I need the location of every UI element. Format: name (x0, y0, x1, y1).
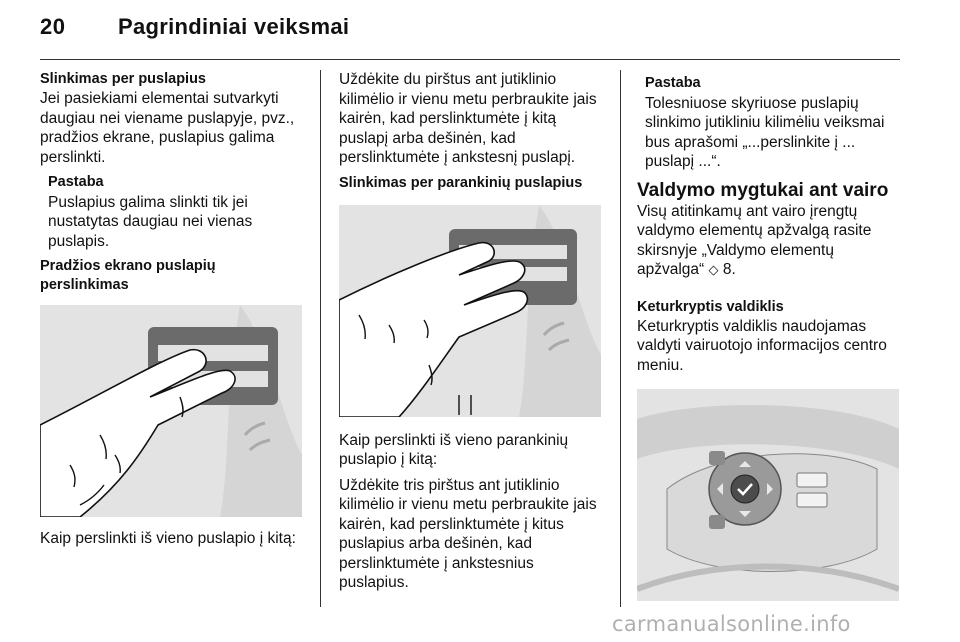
column-2 (339, 70, 607, 599)
heading-steering-controls: Valdymo mygtukai ant vairo (637, 179, 889, 201)
page-number: 20 (40, 14, 66, 39)
paragraph-two-finger: Uždėkite du pirštus ant jutiklinio kilimėlio ir vienu metu perbraukite jais kairėn, kad perslinktumėte į kitą puslapį arba dešinėn, kad perslinktumėte į ankstesnį puslapį. (339, 71, 597, 166)
column-3 (637, 70, 905, 601)
page-ref-icon: ◇ (708, 262, 719, 277)
note-box-2 (645, 74, 905, 172)
column-divider-1 (320, 70, 321, 607)
note-text: Puslapius galima slinkti tik jei nustatytas daugiau nei vienas puslapis. (48, 193, 253, 250)
paragraph-steering (637, 202, 905, 280)
heading-home-2: perslinkimas (40, 277, 129, 293)
note-title-2: Pastaba (645, 75, 701, 91)
page-header (0, 0, 960, 60)
two-finger-swipe-illustration (40, 305, 302, 517)
paragraph-three-finger: Uždėkite tris pirštus ant jutiklinio kilimėlio ir vienu metu perbraukite jais kairėn, kad perslinktumėte į kitus puslapius arba dešinėn, kad perslinktumėte į ankstesnius puslapius. (339, 476, 597, 591)
paragraph-four-way: Keturkryptis valdiklis naudojamas valdyti vairuotojo informacijos centro meniu. (637, 317, 887, 374)
note-title: Pastaba (48, 174, 104, 190)
paragraph-steering-ref: 8. (722, 261, 736, 278)
note-box (48, 173, 308, 251)
page-title: Pagrindiniai veiksmai (118, 14, 350, 39)
heading-four-way: Keturkryptis valdiklis (637, 298, 784, 315)
steering-wheel-controls-illustration (637, 389, 899, 601)
column-1 (40, 70, 308, 555)
column-divider-2 (620, 70, 621, 607)
heading-favourites: Slinkimas per parankinių puslapius (339, 174, 583, 191)
heading-scroll: Slinkimas per puslapius (40, 71, 206, 87)
three-finger-swipe-illustration (339, 205, 601, 417)
caption-favourites: Kaip perslinkti iš vieno parankinių puslapio į kitą: (339, 431, 569, 468)
paragraph-steering-text: Visų atitinkamų ant vairo įrengtų valdymo elementų apžvalgą rasite skirsnyje „Valdymo elementų apžvalga“ (637, 202, 872, 278)
heading-home-1: Pradžios ekrano puslapių (40, 258, 216, 274)
watermark: carmanualsonline.info (612, 612, 851, 636)
caption-home: Kaip perslinkti iš vieno puslapio į kitą: (40, 530, 296, 547)
note-text-2: Tolesniuose skyriuose puslapių slinkimo jutikliniu kilimėliu veiksmai bus aprašomi „...perslinkite į ... puslapį ...“. (645, 94, 885, 170)
paragraph-scroll: Jei pasiekiami elementai sutvarkyti daugiau nei viename puslapyje, pvz., pradžios ekrane, puslapius galima perslinkti. (40, 90, 295, 166)
header-rule (40, 59, 900, 60)
